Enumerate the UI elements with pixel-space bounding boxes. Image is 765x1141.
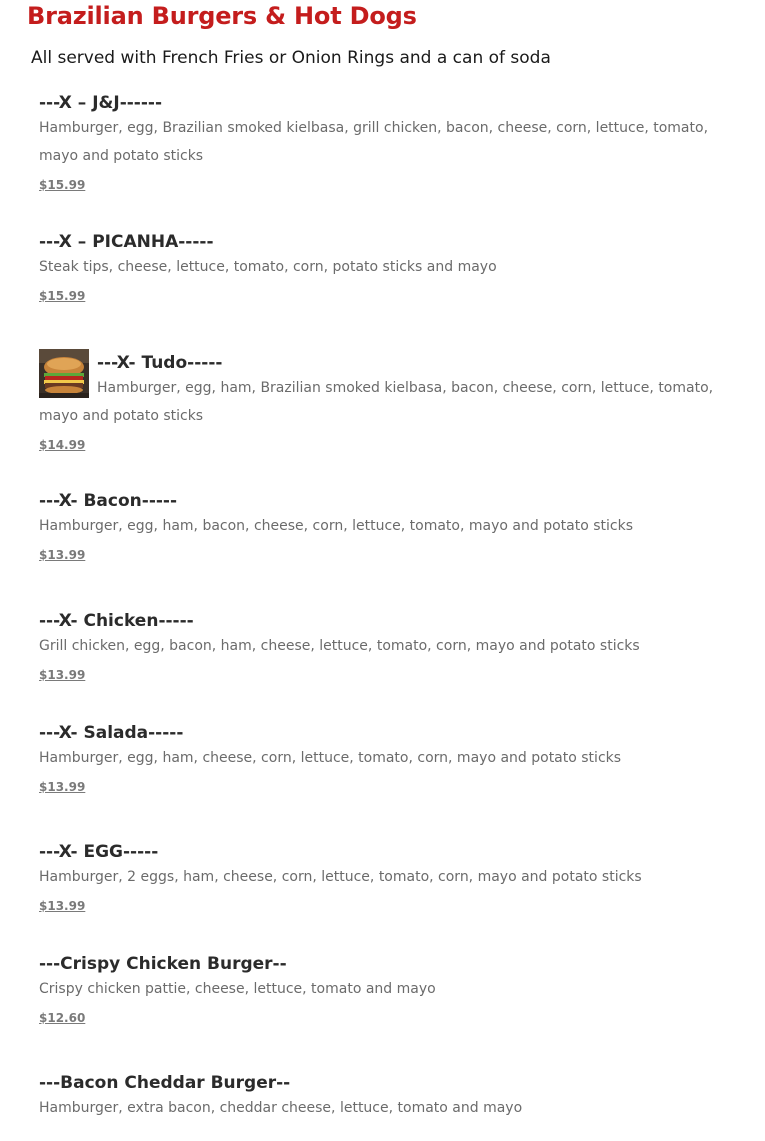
menu-item-description: Hamburger, 2 eggs, ham, cheese, corn, lettuce, tomato, corn, mayo and potato sticks [39,869,642,885]
menu-item-name: ---X- Tudo----- [97,353,223,373]
menu-item-description: Hamburger, egg, ham, cheese, corn, lettuce, tomato, corn, mayo and potato sticks [39,750,622,766]
menu-item-price[interactable]: $15.99 [39,178,86,192]
menu-item-price[interactable]: $13.99 [39,548,86,562]
menu-item-x-chicken [39,610,749,683]
page-title: Brazilian Burgers & Hot Dogs [27,2,417,30]
menu-item-name: ---X- Chicken----- [39,611,194,631]
menu-item-name: ---X – PICANHA----- [39,232,214,252]
menu-item-name: ---X- EGG----- [39,842,159,862]
menu-item-price[interactable]: $13.99 [39,780,86,794]
menu-item-description: Grill chicken, egg, bacon, ham, cheese, lettuce, tomato, corn, mayo and potato sticks [39,638,640,654]
menu-item-x-bacon [39,490,749,563]
menu-item-description: Hamburger, egg, ham, bacon, cheese, corn, lettuce, tomato, mayo and potato sticks [39,518,633,534]
menu-item-name: ---X- Salada----- [39,723,184,743]
menu-item-description: Hamburger, egg, ham, Brazilian smoked kielbasa, bacon, cheese, corn, lettuce, tomato, mayo and potato sticks [39,380,714,424]
menu-item-price[interactable]: $12.60 [39,1011,86,1025]
menu-item-x-salada [39,722,749,795]
menu-item-x-tudo [39,352,749,453]
menu-item-description: Hamburger, extra bacon, cheddar cheese, lettuce, tomato and mayo [39,1100,523,1116]
menu-item-name: ---Crispy Chicken Burger-- [39,954,287,974]
menu-item-name: ---X – J&J------ [39,93,163,113]
menu-item-x-egg [39,841,749,914]
menu-item-x-jj [39,92,749,193]
burger-photo[interactable] [39,349,89,398]
menu-item-price[interactable]: $15.99 [39,289,86,303]
menu-item-description: Steak tips, cheese, lettuce, tomato, corn, potato sticks and mayo [39,259,497,275]
page-subtitle: All served with French Fries or Onion Rings and a can of soda [31,48,551,68]
menu-item-price[interactable]: $14.99 [39,438,86,452]
menu-item-crispy-chicken-burger [39,953,749,1026]
menu-item-x-picanha [39,231,749,304]
menu-item-bacon-cheddar-burger [39,1072,749,1122]
menu-item-price[interactable]: $13.99 [39,899,86,913]
menu-item-description: Crispy chicken pattie, cheese, lettuce, tomato and mayo [39,981,436,997]
menu-item-name: ---Bacon Cheddar Burger-- [39,1073,291,1093]
menu-item-description: Hamburger, egg, Brazilian smoked kielbasa, grill chicken, bacon, cheese, corn, lettuce, tomato, mayo and potato sticks [39,120,709,164]
menu-item-price[interactable]: $13.99 [39,668,86,682]
menu-item-name: ---X- Bacon----- [39,491,178,511]
